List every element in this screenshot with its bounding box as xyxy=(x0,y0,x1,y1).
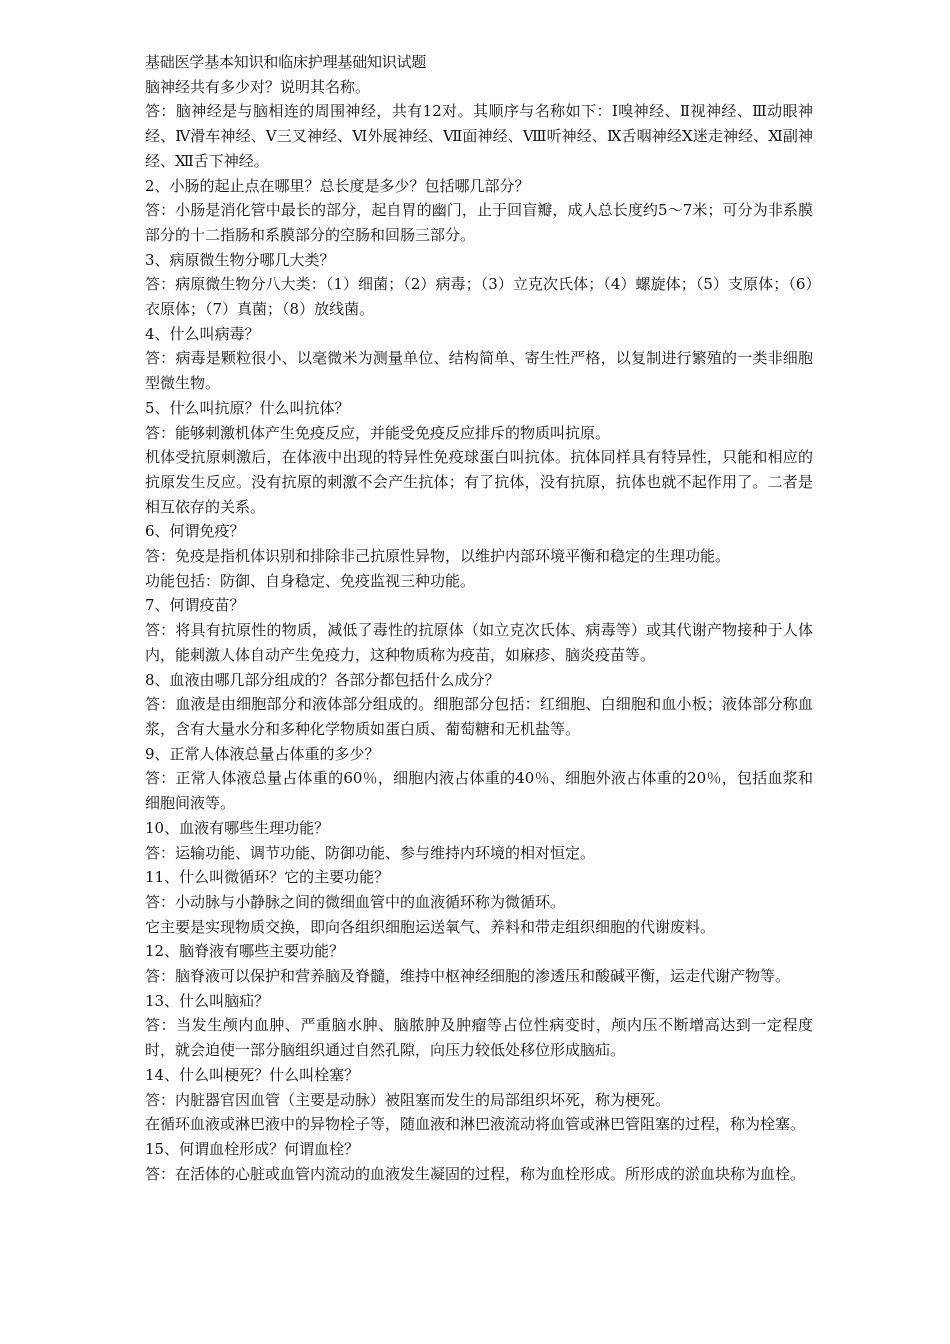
question-vaccine: 7、何谓疫苗？ xyxy=(145,596,245,615)
answer-thrombosis: 答：在活体的心脏或血管内流动的血液发生凝固的过程，称为血栓形成。所形成的淤血块称为血栓。 xyxy=(145,1164,806,1183)
answer-microcirculation: 答：小动脉与小静脉之间的微细血管中的血液循环称为微循环。 xyxy=(145,892,566,911)
answer-antibody: 机体受抗原刺激后，在体液中出现的特异性免疫球蛋白叫抗体。抗体同样具有特异性，只能和相应的抗原发生反应。没有抗原的刺激不会产生抗体；有了抗体，没有抗原，抗体也就不起作用了。二者是相互依存的关系。 xyxy=(145,448,813,516)
answer-blood-functions: 答：运输功能、调节功能、防御功能、参与维持内环境的相对恒定。 xyxy=(145,843,596,862)
question-thrombosis: 15、何谓血栓形成？何谓血栓？ xyxy=(145,1139,360,1158)
answer-microcirculation-function: 它主要是实现物质交换，即向各组织细胞运送氧气、养料和带走组织细胞的代谢废料。 xyxy=(145,917,716,936)
answer-virus: 答：病毒是颗粒很小、以毫微米为测量单位、结构简单、寄生性严格，以复制进行繁殖的一类非细胞型微生物。 xyxy=(145,349,813,393)
answer-pathogen-types: 答：病原微生物分八大类：（1）细菌；（2）病毒；（3）立克次氏体；（4）螺旋体；（5）支原体；（6）衣原体；（7）真菌；（8）放线菌。 xyxy=(145,275,813,319)
question-csf: 12、脑脊液有哪些主要功能？ xyxy=(145,942,345,961)
question-blood-composition: 8、血液由哪几部分组成的？各部分都包括什么成分？ xyxy=(145,670,500,689)
question-microcirculation: 11、什么叫微循环？它的主要功能？ xyxy=(145,868,390,887)
question-body-fluid: 9、正常人体液总量占体重的多少？ xyxy=(145,744,380,763)
document-title: 基础医学基本知识和临床护理基础知识试题 xyxy=(145,53,427,71)
answer-embolism: 在循环血液或淋巴液中的异物栓子等，随血液和淋巴液流动将血管或淋巴管阻塞的过程，称为栓塞。 xyxy=(145,1115,806,1134)
question-blood-functions: 10、血液有哪些生理功能？ xyxy=(145,818,330,837)
question-cranial-nerves: 脑神经共有多少对？说明其名称。 xyxy=(145,77,371,96)
answer-immunity-functions: 功能包括：防御、自身稳定、免疫监视三种功能。 xyxy=(145,571,476,590)
answer-csf: 答：脑脊液可以保护和营养脑及脊髓，维持中枢神经细胞的渗透压和酸碱平衡，运走代谢产物等。 xyxy=(145,967,791,986)
answer-antigen: 答：能够刺激机体产生免疫反应，并能受免疫反应排斥的物质叫抗原。 xyxy=(145,423,611,442)
question-antigen-antibody: 5、什么叫抗原？什么叫抗体？ xyxy=(145,398,350,417)
question-small-intestine: 2、小肠的起止点在哪里？总长度是多少？包括哪几部分？ xyxy=(145,176,530,195)
answer-cranial-nerves: 答：脑神经是与脑相连的周围神经，共有12对。其顺序与名称如下：Ⅰ嗅神经、Ⅱ视神经、Ⅲ动眼神经、Ⅳ滑车神经、Ⅴ三叉神经、Ⅵ外展神经、Ⅶ面神经、Ⅷ听神经、Ⅸ舌咽神经Ⅹ迷走神经、Ⅺ副神经、Ⅻ舌下神经。 xyxy=(145,102,814,170)
answer-blood-composition: 答：血液是由细胞部分和液体部分组成的。细胞部分包括：红细胞、白细胞和血小板；液体部分称血浆，含有大量水分和多种化学物质如蛋白质、葡萄糖和无机盐等。 xyxy=(145,695,813,738)
question-pathogen-types: 3、病原微生物分哪几大类？ xyxy=(145,250,335,269)
answer-brain-herniation: 答：当发生颅内血肿、严重脑水肿、脑脓肿及肿瘤等占位性病变时，颅内压不断增高达到一定程度时，就会迫使一部分脑组织通过自然孔隙，向压力较低处移位形成脑疝。 xyxy=(145,1016,813,1060)
answer-small-intestine: 答：小肠是消化管中最长的部分，起自胃的幽门，止于回盲瓣，成人总长度约5～7米；可分为非系膜部分的十二指肠和系膜部分的空肠和回肠三部分。 xyxy=(145,201,813,244)
question-immunity: 6、何谓免疫？ xyxy=(145,522,245,541)
answer-immunity: 答：免疫是指机体识别和排除非己抗原性异物，以维护内部环境平衡和稳定的生理功能。 xyxy=(145,547,731,566)
answer-vaccine: 答：将具有抗原性的物质，减低了毒性的抗原体（如立克次氏体、病毒等）或其代谢产物接种于人体内，能刺激人体自动产生免疫力，这种物质称为疫苗，如麻疹、脑炎疫苗等。 xyxy=(145,621,813,664)
question-virus: 4、什么叫病毒？ xyxy=(145,324,260,343)
question-infarction-embolism: 14、什么叫梗死？什么叫栓塞？ xyxy=(145,1065,360,1084)
question-brain-herniation: 13、什么叫脑疝？ xyxy=(145,991,270,1010)
answer-body-fluid: 答：正常人体液总量占体重的60％，细胞内液占体重的40％、细胞外液占体重的20％，包括血浆和细胞间液等。 xyxy=(145,769,813,813)
document-body xyxy=(145,50,813,1186)
answer-infarction: 答：内脏器官因血管（主要是动脉）被阻塞而发生的局部组织坏死，称为梗死。 xyxy=(145,1090,671,1109)
